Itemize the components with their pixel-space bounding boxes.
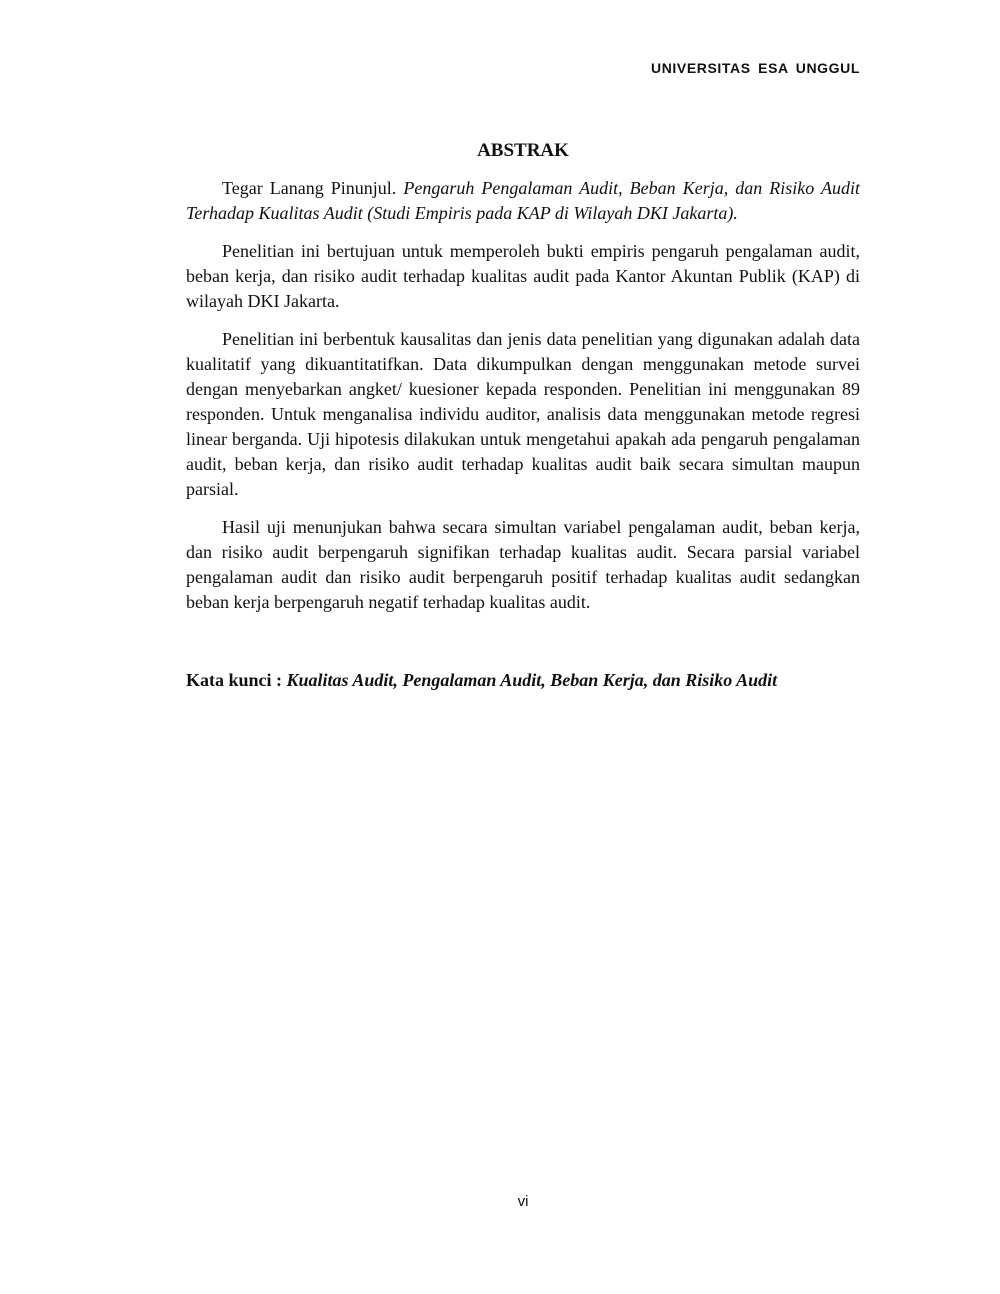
abstract-paragraph-method: Penelitian ini berbentuk kausalitas dan jenis data penelitian yang digunakan adalah data kualitatif yang dikuantitatifkan. Data dikumpulkan dengan menggunakan metode survei dengan menyebarkan angket/ kuesioner kepada responden. Penelitian ini menggunakan 89 responden. Untuk menganalisa individu auditor, analisis data menggunakan metode regresi linear berganda. Uji hipotesis dilakukan untuk mengetahui apakah ada pengaruh pengalaman audit, beban kerja, dan risiko audit terhadap kualitas audit baik secara simultan maupun parsial.	[186, 329, 860, 499]
keywords-label: Kata kunci :	[186, 670, 283, 690]
institution-header: UNIVERSITAS ESA UNGGUL	[651, 60, 860, 76]
abstract-section	[186, 138, 860, 693]
abstract-paragraph-results: Hasil uji menunjukan bahwa secara simultan variabel pengalaman audit, beban kerja, dan risiko audit berpengaruh signifikan terhadap kualitas audit. Secara parsial variabel pengalaman audit dan risiko audit berpengaruh positif terhadap kualitas audit sedangkan beban kerja berpengaruh negatif terhadap kualitas audit.	[186, 517, 860, 612]
thesis-title: Pengaruh Pengalaman Audit, Beban Kerja, dan Risiko Audit Terhadap Kualitas Audit (Studi Empiris pada KAP di Wilayah DKI Jakarta).	[186, 178, 861, 223]
page-number: vi	[517, 1193, 529, 1210]
abstract-paragraph-objective: Penelitian ini bertujuan untuk memperoleh bukti empiris pengaruh pengalaman audit, beban kerja, dan risiko audit terhadap kualitas audit pada Kantor Akuntan Publik (KAP) di wilayah DKI Jakarta.	[186, 241, 860, 311]
author-name: Tegar Lanang Pinunjul.	[222, 178, 397, 198]
keywords-line	[186, 668, 860, 693]
abstract-title: ABSTRAK	[477, 140, 569, 161]
abstract-citation	[186, 176, 860, 226]
keywords-values: Kualitas Audit, Pengalaman Audit, Beban Kerja, dan Risiko Audit	[286, 670, 778, 690]
